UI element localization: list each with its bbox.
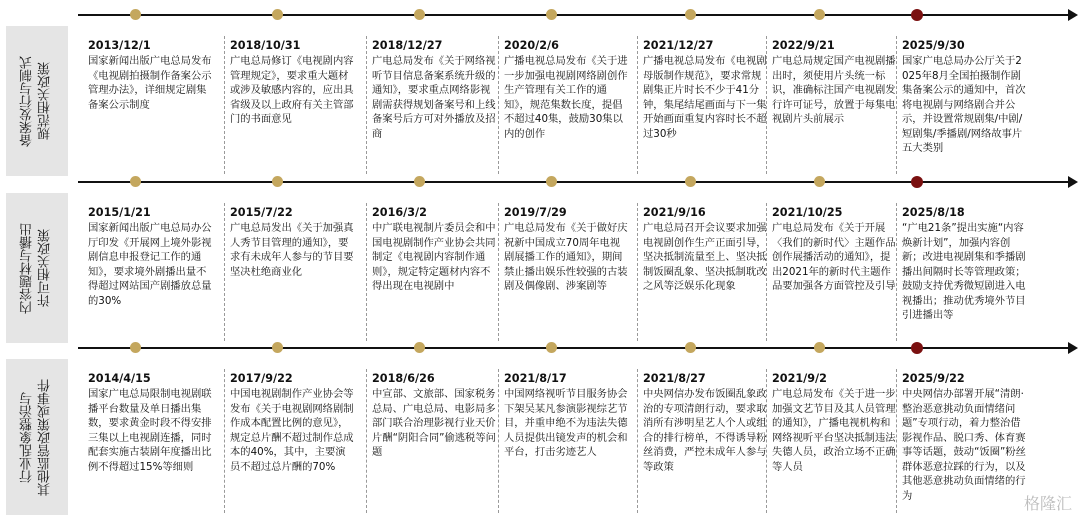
column-divider [498,203,499,341]
event-date: 2021/8/17 [504,372,567,385]
event-date: 2015/1/21 [88,206,151,219]
timeline-dot [814,176,825,187]
policy-event [504,205,628,294]
policy-event [643,205,767,294]
policy-event [88,371,212,474]
timeline-dot [814,9,825,20]
timeline-dot [814,342,825,353]
event-description: 中广联电视制片委员会和中国电视剧制作产业协会共同制定《电视剧内容制作通则》，规定特定题材内容不得出现在电视剧中 [372,222,496,292]
column-divider [637,203,638,341]
timeline-dot [546,342,557,353]
column-divider [637,369,638,513]
policy-event [902,371,1026,503]
timeline-dot [685,9,696,20]
column-divider [896,369,897,513]
policy-event [230,38,354,127]
row-label-box [6,359,68,515]
event-date: 2018/12/27 [372,39,443,52]
timeline-dot [272,342,283,353]
timeline-dot [130,9,141,20]
event-date: 2015/7/22 [230,206,293,219]
event-description: 广电总局发布《关于网络视听节目信息备案系统升级的通知》，要求重点网络影视剧需获得规划备案号和上线备案号后方可对外播放及招商 [372,55,496,140]
watermark: 格隆汇 [1023,494,1072,513]
event-description: 国家新闻出版广电总局发布《电视剧拍摄制作备案公示管理办法》，详细规定剧集备案公示制度 [88,55,212,111]
column-divider [224,36,225,174]
timeline-dot [685,342,696,353]
event-description: “广电21条”提出实施“内容焕新计划”，加强内容创新；改进电视剧集和季播剧播出间隔时长等管理政策；鼓励支持优秀微短剧进入电视播出；推动优秀境外节目引进播出等 [902,222,1026,321]
event-date: 2025/8/18 [902,206,965,219]
timeline-dot [130,342,141,353]
policy-event [372,205,496,294]
event-date: 2018/10/31 [230,39,301,52]
event-date: 2022/9/21 [772,39,835,52]
event-description: 广电总局发布《关于进一步加强文艺节目及其人员管理的通知》，广播电视机构和网络视听平台坚决抵制违法失德人员，政治立场不正确等人员 [772,388,896,473]
row-label-box [6,26,68,176]
event-date: 2021/9/16 [643,206,706,219]
column-divider [766,203,767,341]
policy-event [372,371,496,460]
event-description: 广电总局发布《关于做好庆祝新中国成立70周年电视剧展播工作的通知》，期间禁止播出娱乐性较强的古装剧及偶像剧、涉案剧等 [504,222,628,292]
event-description: 广电总局规定国产电视剧播出时，须使用片头统一标识，准确标注国产电视剧发行许可证号，放置于每集电视剧片头前展示 [772,55,896,125]
event-date: 2014/4/15 [88,372,151,385]
row-label-box [6,193,68,343]
event-description: 中国电视剧制作产业协会等发布《关于电视剧网络剧制作成本配置比例的意见》，规定总片酬不超过制作总成本的40%，其中，主要演员不超过总片酬的70% [230,388,354,473]
event-date: 2021/12/27 [643,39,714,52]
column-divider [366,36,367,174]
event-date: 2020/2/6 [504,39,559,52]
event-description: 中国网络视听节目服务协会下架吴某凡参演影视综艺节目，并重申绝不为违法失德人员提供出镜发声的机会和平台，打击劣迹艺人 [504,388,628,458]
event-description: 广电总局发出《关于加强真人秀节目管理的通知》，要求有未成年人参与的节目要坚决杜绝商业化 [230,222,354,278]
event-date: 2021/8/27 [643,372,706,385]
timeline-dot [272,176,283,187]
policy-event [504,371,628,460]
policy-event [643,38,767,141]
event-description: 广电总局发布《关于开展〈我们的新时代〉主题作品创作展播活动的通知》，提出2021年的新时代主题作品要加强各方面管控及引导 [772,222,896,292]
event-date: 2017/9/22 [230,372,293,385]
timeline-dot [414,342,425,353]
timeline-dot [414,176,425,187]
timeline-dot [911,9,923,21]
timeline-dot [546,176,557,187]
event-description: 广电总局修订《电视剧内容管理规定》，要求重大题材或涉及敏感内容的，应出具省级及以上政府有关主管部门的书面意见 [230,55,354,125]
column-divider [224,369,225,513]
column-divider [896,36,897,174]
event-description: 中央网信办部署开展“清朗·整治恶意挑动负面情绪问题”专项行动，着力整治借影视作品、脱口秀、体育赛事等话题，鼓动“饭圈”粉丝群体恶意拉踩的行为，以及其他恶意挑动负面情绪的行为 [902,388,1026,502]
column-divider [896,203,897,341]
timeline-dot [911,176,923,188]
policy-event [643,371,767,474]
event-date: 2018/6/26 [372,372,435,385]
event-description: 国家广电总局办公厅关于2025年8月全国拍摄制作剧集备案公示的通知中，首次将电视剧与网络剧合并公示，并设置常规剧集/中剧/短剧集/季播剧/网络故事片五大类别 [902,55,1026,154]
event-date: 2019/7/29 [504,206,567,219]
row-label: 行业乱象整治与 其他监管政策或事件 [20,378,53,496]
column-divider [637,36,638,174]
event-date: 2025/9/30 [902,39,965,52]
policy-event [772,371,896,474]
policy-event [88,38,212,112]
policy-event [902,38,1026,156]
event-description: 中央网信办发布饭圈乱象政治的专项清朗行动，要求取消所有涉明星艺人个人或组合的排行榜单，不得诱导粉丝消费，严控未成年人参与等政策 [643,388,767,473]
timeline-dot [130,176,141,187]
column-divider [766,369,767,513]
timeline-dot [685,176,696,187]
policy-event [88,205,212,308]
event-description: 广电总局召开会议要求加强电视剧创作生产正面引导，坚决抵制流量至上、坚决抵制饭圈乱象、坚决抵制耽改之风等泛娱乐化现象 [643,222,767,292]
event-description: 广播电视总局发布《电视剧母版制作规范》，要求常规剧集正片时长不少于41分钟，集尾结尾画面与下一集开始画面重复内容时长不超过30秒 [643,55,767,140]
policy-event [372,38,496,141]
event-date: 2016/3/2 [372,206,427,219]
column-divider [498,369,499,513]
event-date: 2025/9/22 [902,372,965,385]
column-divider [366,369,367,513]
row-label: 内容题材与播出 许可相关政策 [20,222,53,314]
event-date: 2021/10/25 [772,206,843,219]
column-divider [498,36,499,174]
policy-event [772,205,896,294]
row-label: 备案发行与制式 规范相关政策 [20,55,53,147]
event-description: 国家广电总局限制电视剧联播平台数量及单日播出集数，要求黄金时段不得安排三集以上电视剧连播，同时配套实施古装剧年度播出比例不得超过15%等细则 [88,388,212,473]
event-date: 2013/12/1 [88,39,151,52]
column-divider [366,203,367,341]
policy-event [230,371,354,474]
column-divider [766,36,767,174]
event-description: 中宣部、文旅部、国家税务总局、广电总局、电影局多部门联合治理影视行业天价片酬“阴阳合同”偷逃税等问题 [372,388,496,458]
column-divider [224,203,225,341]
policy-event [504,38,628,141]
policy-event [902,205,1026,323]
event-date: 2021/9/2 [772,372,827,385]
policy-event [772,38,896,127]
timeline-dot [911,342,923,354]
event-description: 广播电视总局发布《关于进一步加强电视剧网络剧创作生产管理有关工作的通知》，规范集数长度，提倡不超过40集，鼓励30集以内的创作 [504,55,628,140]
event-description: 国家新闻出版广电总局办公厅印发《开展网上境外影视剧信息申报登记工作的通知》，要求境外剧播出量不得超过网站国产剧播放总量的30% [88,222,212,307]
timeline-dot [546,9,557,20]
timeline-dot [272,9,283,20]
timeline-dot [414,9,425,20]
policy-event [230,205,354,279]
